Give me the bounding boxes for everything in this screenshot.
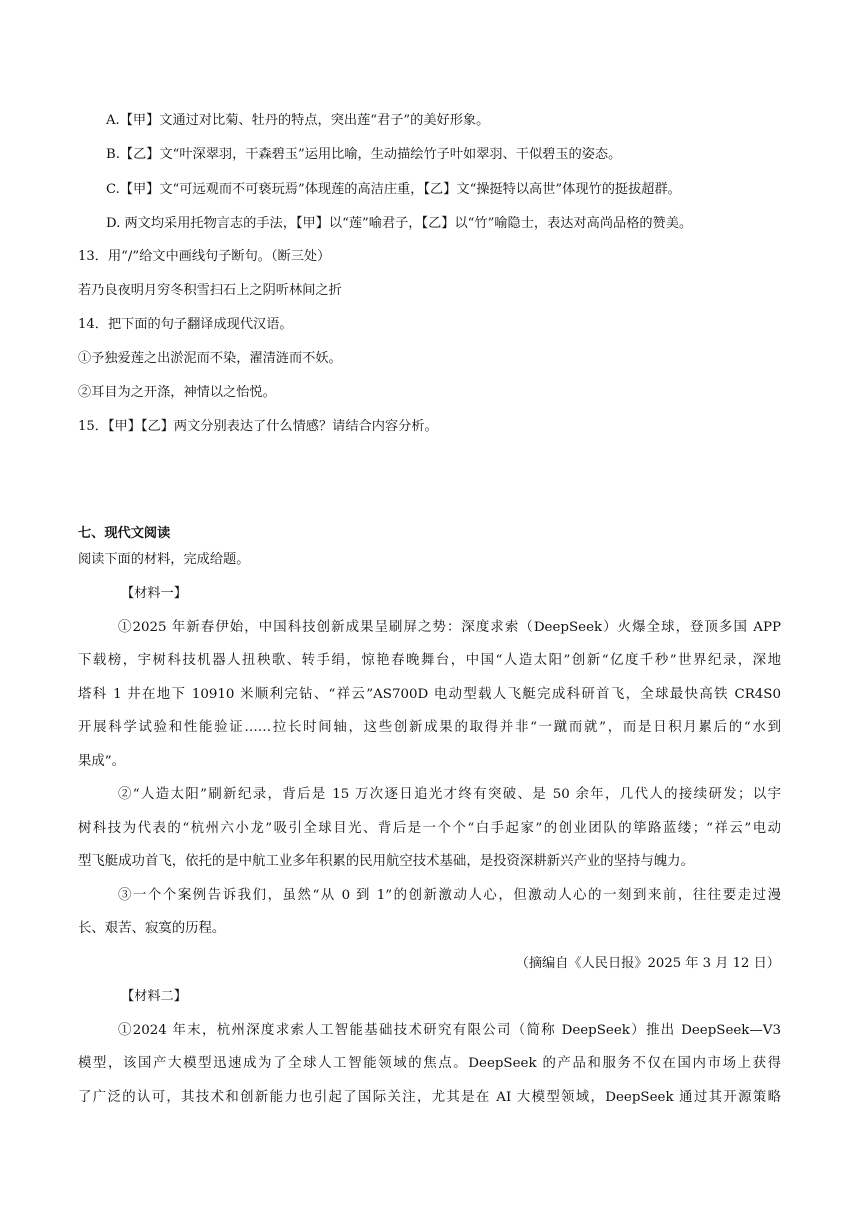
material-2-label: 【材料二】 xyxy=(121,989,187,1004)
material-1-p2-line: 型飞艇成功首飞，依托的是中航工业多年积累的民用航空技术基础，是投资深耕新兴产业的坚持与魄力。 xyxy=(78,854,694,869)
material-1-p2-line: ②“人造太阳”刷新纪录，背后是 15 万次逐日追光才终有突破、是 50 余年，几代人的接续研发；以宇 xyxy=(118,787,781,802)
material-2-p1-line: ①2024 年末，杭州深度求索人工智能基础技术研究有限公司（简称 DeepSeek）推出 DeepSeek—V3 xyxy=(118,1023,781,1038)
material-1-p1-line: 塔科 1 井在地下 10910 米顺利完钻、“祥云”AS700D 电动型载人飞艇完成科研首飞，全球最快高铁 CR4S0 xyxy=(78,687,781,702)
material-1-source: （摘编自《人民日报》2025 年 3 月 12 日） xyxy=(515,956,780,971)
question-14-item-2: ②耳目为之开涤，神情以之怡悦。 xyxy=(78,385,276,400)
material-1-p1-line: 开展科学试验和性能验证……拉长时间轴，这些创新成果的取得并非“一蹴而就”，而是日积月累后的“水到 xyxy=(78,720,781,735)
material-1-p1-line: 果成”。 xyxy=(78,754,126,769)
material-1-p1-line: ①2025 年新春伊始，中国科技创新成果呈刷屏之势：深度求索（DeepSeek）火爆全球，登顶多国 APP xyxy=(118,620,781,635)
question-14-item-1: ①予独爱莲之出淤泥而不染，濯清涟而不妖。 xyxy=(78,351,342,366)
material-2-p1-line: 模型，该国产大模型迅速成为了全球人工智能领域的焦点。DeepSeek 的产品和服务不仅在国内市场上获得 xyxy=(78,1056,781,1071)
section-7-instruction: 阅读下面的材料，完成给题。 xyxy=(78,552,250,567)
question-14-prompt: 14．把下面的句子翻译成现代汉语。 xyxy=(78,317,293,332)
material-1-p2-line: 树科技为代表的“杭州六小龙”吸引全球目光、背后是一个个“白手起家”的创业团队的筚路蓝缕；“祥云”电动 xyxy=(78,821,781,836)
option-b: B.【乙】文“叶深翠羽，干森碧玉”运用比喻，生动描绘竹子叶如翠羽、干似碧玉的姿态。 xyxy=(106,147,622,162)
question-13-prompt: 13．用“/”给文中画线句子断句。（断三处） xyxy=(78,249,331,264)
option-a: A.【甲】文通过对比菊、牡丹的特点，突出莲“君子”的美好形象。 xyxy=(106,113,490,128)
material-2-p1-line: 了广泛的认可，其技术和创新能力也引起了国际关注，尤其是在 AI 大模型领域，DeepSeek 通过其开源策略 xyxy=(78,1090,781,1105)
option-d: D. 两文均采用托物言志的手法，【甲】以“莲”喻君子，【乙】以“竹”喻隐士，表达对高尚品格的赞美。 xyxy=(106,216,693,231)
question-13-sentence: 若乃良夜明月穷冬积雪扫石上之阴听林间之折 xyxy=(78,283,342,298)
material-1-p3-line: 长、艰苦、寂寞的历程。 xyxy=(78,921,226,936)
material-1-label: 【材料一】 xyxy=(121,586,187,601)
section-7-heading: 七、现代文阅读 xyxy=(78,526,171,541)
material-1-p1-line: 下载榜，宇树科技机器人扭秧歌、转手绢，惊艳春晚舞台，中国“人造太阳”创新“亿度千秒”世界纪录，深地 xyxy=(78,653,781,668)
option-c: C.【甲】文“可远观而不可亵玩焉”体现莲的高洁庄重，【乙】文“操挺特以高世”体现竹的挺拔超群。 xyxy=(106,182,681,197)
question-15-prompt: 15．【甲】【乙】两文分别表达了什么情感？请结合内容分析。 xyxy=(78,419,438,434)
material-1-p3-line: ③一个个案例告诉我们，虽然“从 0 到 1”的创新激动人心，但激动人心的一刻到来前，往往要走过漫 xyxy=(118,888,781,903)
